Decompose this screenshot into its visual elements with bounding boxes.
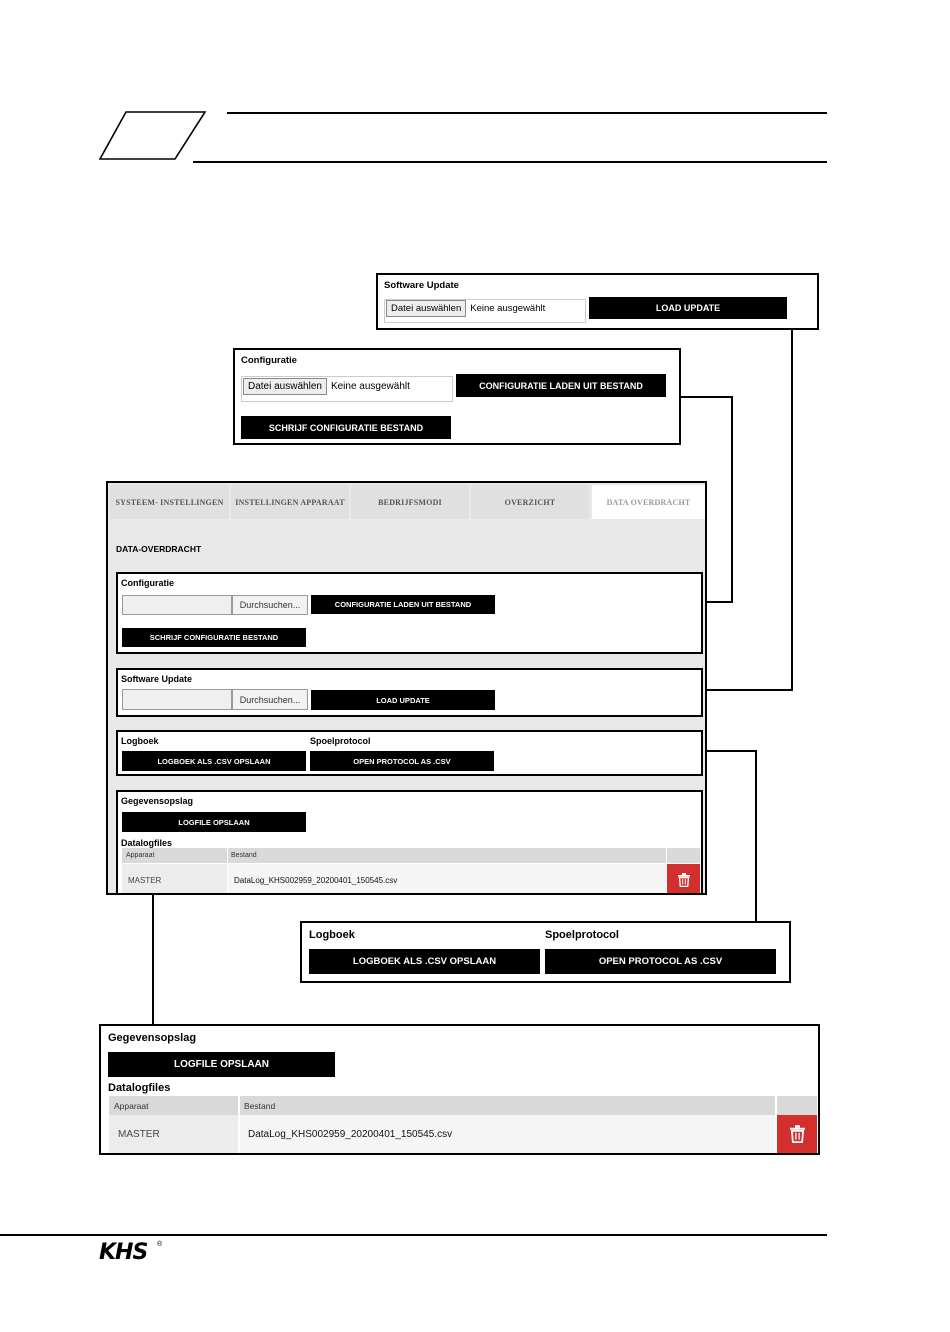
browse-button[interactable]: Durchsuchen... bbox=[232, 689, 308, 710]
section-parallelogram bbox=[98, 110, 208, 162]
connector-config-v bbox=[731, 396, 733, 603]
datalog-row-apparaat: MASTER bbox=[122, 864, 227, 895]
software-update-file-input[interactable] bbox=[384, 299, 586, 323]
datalog-row-bestand: DataLog_KHS002959_20200401_150545.csv bbox=[228, 864, 666, 895]
configuratie-detail-panel bbox=[233, 348, 681, 445]
tab-device-settings[interactable]: INSTELLINGEN APPARAAT bbox=[231, 485, 349, 519]
file-none-label: Keine ausgewählt bbox=[330, 380, 410, 392]
logboek-section bbox=[116, 730, 703, 776]
gegevensopslag-detail-title: Gegevensopslag bbox=[108, 1032, 197, 1044]
load-configuration-button[interactable]: CONFIGURATIE LADEN UIT BESTAND bbox=[311, 595, 495, 614]
logboek-section-title: Logboek bbox=[121, 736, 159, 746]
software-update-detail-title: Software Update bbox=[384, 280, 459, 291]
load-update-button[interactable]: LOAD UPDATE bbox=[311, 690, 495, 710]
save-logbook-csv-button[interactable]: LOGBOEK ALS .CSV OPSLAAN bbox=[309, 949, 540, 974]
configuratie-file-field[interactable] bbox=[122, 595, 232, 615]
save-logfile-button[interactable]: LOGFILE OPSLAAN bbox=[108, 1052, 335, 1077]
connector-config-h2 bbox=[706, 601, 733, 603]
configuratie-section-title: Configuratie bbox=[121, 578, 174, 588]
tab-system-settings[interactable]: SYSTEEM- INSTELLINGEN bbox=[110, 485, 229, 519]
load-configuration-button[interactable]: CONFIGURATIE LADEN UIT BESTAND bbox=[456, 374, 666, 397]
software-update-detail-panel bbox=[376, 273, 819, 330]
datalog-row-apparaat: MASTER bbox=[109, 1115, 238, 1153]
column-header-actions bbox=[777, 1096, 817, 1115]
load-update-button[interactable]: LOAD UPDATE bbox=[589, 297, 787, 319]
open-protocol-csv-button[interactable]: OPEN PROTOCOL AS .CSV bbox=[310, 751, 494, 771]
khs-logo bbox=[99, 1240, 169, 1266]
registered-mark-icon: ® bbox=[157, 1241, 163, 1248]
delete-datalog-button[interactable] bbox=[777, 1115, 817, 1153]
save-logbook-csv-button[interactable]: LOGBOEK ALS .CSV OPSLAAN bbox=[122, 751, 306, 771]
software-update-section bbox=[116, 668, 703, 717]
gegevensopslag-detail-panel bbox=[99, 1024, 820, 1155]
connector-gegevens-v bbox=[152, 895, 154, 1026]
tab-operating-modes[interactable]: BEDRIJFSMODI bbox=[351, 485, 469, 519]
spoelprotocol-section-title: Spoelprotocol bbox=[310, 736, 371, 746]
configuratie-file-input[interactable] bbox=[241, 376, 453, 402]
logboek-detail-panel bbox=[300, 921, 791, 983]
connector-logboek-v bbox=[755, 750, 757, 922]
choose-file-button[interactable]: Datei auswählen bbox=[386, 300, 466, 317]
datalogfiles-title: Datalogfiles bbox=[121, 838, 173, 848]
delete-datalog-button[interactable] bbox=[667, 864, 700, 895]
gegevensopslag-section-title: Gegevensopslag bbox=[121, 796, 194, 806]
connector-logboek-h bbox=[706, 750, 757, 752]
file-none-label: Keine ausgewählt bbox=[470, 302, 546, 314]
column-header-apparaat: Apparaat bbox=[109, 1096, 238, 1115]
column-header-actions bbox=[667, 848, 700, 863]
choose-file-button[interactable]: Datei auswählen bbox=[243, 378, 327, 395]
datalog-row-bestand: DataLog_KHS002959_20200401_150545.csv bbox=[240, 1115, 775, 1153]
connector-software-h bbox=[706, 689, 793, 691]
trash-icon bbox=[790, 1125, 805, 1143]
software-file-field[interactable] bbox=[122, 689, 232, 710]
data-transfer-window bbox=[106, 481, 707, 895]
browse-button[interactable]: Durchsuchen... bbox=[232, 595, 308, 615]
header-rule-top bbox=[227, 112, 827, 114]
spoelprotocol-detail-title: Spoelprotocol bbox=[545, 929, 619, 941]
header-rule-bottom bbox=[193, 161, 827, 163]
software-update-section-title: Software Update bbox=[121, 674, 193, 684]
khs-logo-text: KHS bbox=[99, 1240, 148, 1265]
save-logfile-button[interactable]: LOGFILE OPSLAAN bbox=[122, 812, 306, 832]
connector-config-h1 bbox=[680, 396, 733, 398]
page-title: DATA-OVERDRACHT bbox=[116, 544, 202, 554]
logboek-detail-title: Logboek bbox=[309, 929, 355, 941]
trash-icon bbox=[678, 873, 690, 887]
column-header-bestand: Bestand bbox=[228, 848, 666, 863]
connector-software-v bbox=[791, 328, 793, 691]
footer-rule bbox=[0, 1234, 827, 1236]
configuratie-section bbox=[116, 572, 703, 654]
open-protocol-csv-button[interactable]: OPEN PROTOCOL AS .CSV bbox=[545, 949, 776, 974]
configuratie-detail-title: Configuratie bbox=[241, 355, 297, 366]
write-configuration-button[interactable]: SCHRIJF CONFIGURATIE BESTAND bbox=[122, 628, 306, 647]
tab-data-transfer[interactable]: DATA OVERDRACHT bbox=[592, 485, 705, 519]
gegevensopslag-section bbox=[116, 790, 703, 895]
tab-overview[interactable]: OVERZICHT bbox=[471, 485, 589, 519]
column-header-apparaat: Apparaat bbox=[122, 848, 227, 863]
datalogfiles-detail-title: Datalogfiles bbox=[108, 1082, 171, 1094]
write-configuration-button[interactable]: SCHRIJF CONFIGURATIE BESTAND bbox=[241, 416, 451, 439]
column-header-bestand: Bestand bbox=[240, 1096, 775, 1115]
